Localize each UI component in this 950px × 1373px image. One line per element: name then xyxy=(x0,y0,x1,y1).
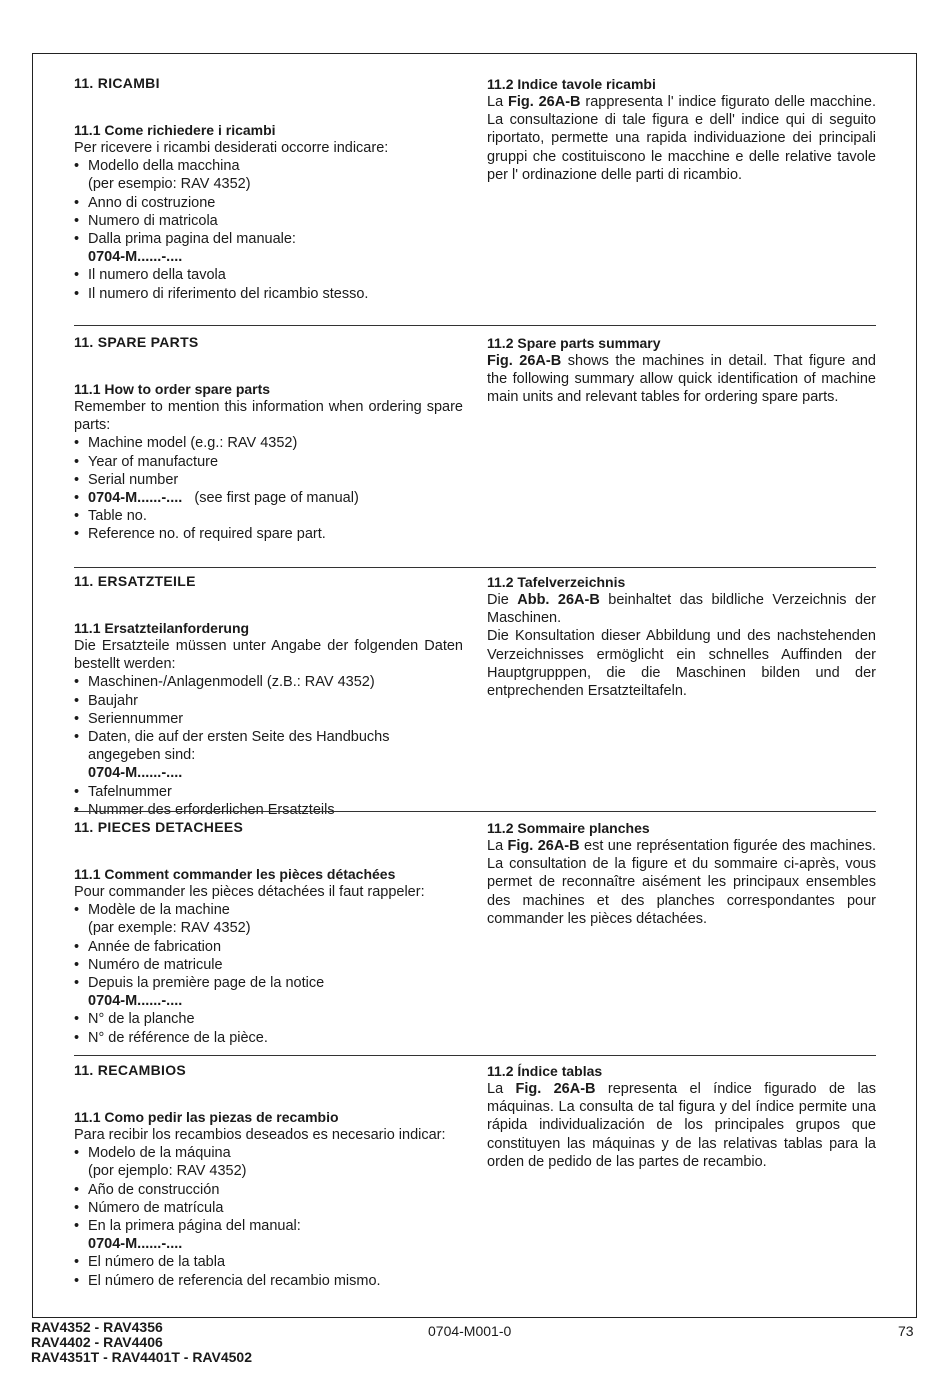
list-item-text: Table no. xyxy=(88,508,147,525)
list-item xyxy=(74,728,463,764)
list-item-text: Anno di costruzione xyxy=(88,194,216,211)
footer-models-line3: RAV4351T - RAV4401T - RAV4502 xyxy=(31,1349,252,1365)
list-item xyxy=(74,673,463,691)
footer-models-line2: RAV4402 - RAV4406 xyxy=(31,1334,163,1350)
list-item xyxy=(74,764,463,782)
section-title: 11. ERSATZTEILE xyxy=(74,573,196,589)
summary-text xyxy=(487,93,876,184)
intro-text: Pour commander les pièces détachées il faut rappeler: xyxy=(74,884,425,900)
intro-text: Para recibir los recambios deseados es necesario indicar: xyxy=(74,1127,446,1143)
section-title: 11. PIECES DETACHEES xyxy=(74,819,244,835)
list-item xyxy=(74,230,463,248)
section-title: 11. RICAMBI xyxy=(74,75,160,91)
list-item-text: N° de la planche xyxy=(88,1011,195,1028)
list-item xyxy=(74,1235,463,1253)
intro-text: Remember to mention this information when ordering spare parts: xyxy=(74,399,463,434)
summary-title: 11.2 Índice tablas xyxy=(487,1063,603,1079)
list-item-suffix: (see first page of manual) xyxy=(182,490,359,507)
section-divider xyxy=(74,811,876,812)
section-title: 11. SPARE PARTS xyxy=(74,334,199,350)
figure-reference: Fig. 26A-B xyxy=(487,353,562,369)
list-item-text: En la primera página del manual: xyxy=(88,1218,301,1235)
summary-text xyxy=(487,591,876,627)
list-item-text: 0704-M......-.... xyxy=(88,1236,183,1253)
list-item-text: 0704-M......-.... xyxy=(88,490,183,507)
list-item-text: 0704-M......-.... xyxy=(88,993,183,1010)
summary-title: 11.2 Spare parts summary xyxy=(487,335,661,351)
list-item xyxy=(74,525,463,543)
list-item-text: El número de referencia del recambio mismo. xyxy=(88,1272,381,1289)
summary-text-lead: Die xyxy=(487,592,518,608)
intro-text: Die Ersatzteile müssen unter Angabe der folgenden Daten bestellt werden: xyxy=(74,638,463,673)
right-column xyxy=(487,573,876,700)
subsection-title: 11.1 Ersatzteilanforderung xyxy=(74,620,250,636)
figure-reference: Fig. 26A-B xyxy=(507,838,580,854)
summary-title: 11.2 Indice tavole ricambi xyxy=(487,76,656,92)
list-item xyxy=(74,1029,463,1047)
list-item xyxy=(74,1162,463,1180)
list-item-text: Modelo de la máquina xyxy=(88,1145,231,1162)
list-item xyxy=(74,175,463,193)
summary-text-extra: Die Konsultation dieser Abbildung und des nachstehenden Verzeichnisses ermöglicht ein schnelles Auffinden der Hauptgrupppen, die die Maschinen bilden und der entprechenden Ersatzteiltafeln. xyxy=(487,628,876,700)
info-list xyxy=(74,901,463,1047)
list-item-text: Modello della macchina xyxy=(88,158,240,175)
footer-page-number: 73 xyxy=(898,1323,914,1339)
list-item-text: Número de matrícula xyxy=(88,1199,224,1216)
list-item-text: Maschinen-/Anlagenmodell (z.B.: RAV 4352) xyxy=(88,674,375,691)
list-item-text: El número de la tabla xyxy=(88,1254,226,1271)
list-item xyxy=(74,938,463,956)
intro-text: Per ricevere i ricambi desiderati occorre indicare: xyxy=(74,140,389,156)
list-item-text: (por ejemplo: RAV 4352) xyxy=(88,1163,247,1180)
list-item xyxy=(74,901,463,919)
section-divider xyxy=(74,567,876,568)
list-item xyxy=(74,489,463,507)
figure-reference: Abb. 26A-B xyxy=(517,592,600,608)
right-column xyxy=(487,1062,876,1171)
list-item-text: (par exemple: RAV 4352) xyxy=(88,920,251,937)
list-item-text: Daten, die auf der ersten Seite des Handbuchs angegeben sind: xyxy=(88,729,390,764)
list-item-text: Reference no. of required spare part. xyxy=(88,526,326,543)
list-item xyxy=(74,212,463,230)
list-item xyxy=(74,1272,463,1290)
summary-text-body: est une représentation figurée des machines. La consultation de la figure et du sommaire ci-après, vous permet de reconnaître aisément les principaux ensembles des machines et des planches correspondantes pour commander les pièces détachées. xyxy=(487,838,876,927)
list-item-text: Baujahr xyxy=(88,692,138,709)
list-item xyxy=(74,248,463,266)
info-list xyxy=(74,157,463,303)
list-item xyxy=(74,1144,463,1162)
list-item-text: Año de construcción xyxy=(88,1181,220,1198)
list-item-text: 0704-M......-.... xyxy=(88,249,183,266)
subsection-title: 11.1 Come richiedere i ricambi xyxy=(74,122,276,138)
list-item-text: 0704-M......-.... xyxy=(88,765,183,782)
list-item xyxy=(74,434,463,452)
summary-text xyxy=(487,837,876,928)
left-column xyxy=(74,333,463,544)
subsection-title: 11.1 How to order spare parts xyxy=(74,381,271,397)
left-column xyxy=(74,572,463,819)
list-item-text: N° de référence de la pièce. xyxy=(88,1029,268,1046)
list-item-text: Il numero di riferimento del ricambio stesso. xyxy=(88,285,369,302)
footer-doc-code: 0704-M001-0 xyxy=(428,1323,512,1339)
summary-title: 11.2 Tafelverzeichnis xyxy=(487,574,626,590)
list-item xyxy=(74,783,463,801)
list-item xyxy=(74,1217,463,1235)
list-item xyxy=(74,692,463,710)
list-item-text: Year of manufacture xyxy=(88,453,219,470)
list-item-text: Dalla prima pagina del manuale: xyxy=(88,231,296,248)
section-divider xyxy=(74,1055,876,1056)
list-item xyxy=(74,710,463,728)
list-item-text: Année de fabrication xyxy=(88,938,222,955)
section-title: 11. RECAMBIOS xyxy=(74,1062,187,1078)
list-item xyxy=(74,1253,463,1271)
list-item xyxy=(74,974,463,992)
summary-text-lead: La xyxy=(487,1081,516,1097)
list-item-text: Depuis la première page de la notice xyxy=(88,975,325,992)
info-list xyxy=(74,673,463,819)
list-item-text: Serial number xyxy=(88,471,179,488)
footer-models xyxy=(31,1320,252,1365)
list-item xyxy=(74,194,463,212)
list-item xyxy=(74,507,463,525)
list-item xyxy=(74,956,463,974)
list-item xyxy=(74,1199,463,1217)
summary-text xyxy=(487,352,876,407)
info-list xyxy=(74,434,463,543)
list-item-text: Il numero della tavola xyxy=(88,267,226,284)
list-item-text: Machine model (e.g.: RAV 4352) xyxy=(88,435,298,452)
list-item-text: Nummer des erforderlichen Ersatzteils xyxy=(88,801,335,818)
right-column xyxy=(487,75,876,184)
list-item-text: Modèle de la machine xyxy=(88,902,230,919)
list-item xyxy=(74,1010,463,1028)
list-item-text: (per esempio: RAV 4352) xyxy=(88,176,251,193)
summary-text-body: shows the machines in detail. That figure and the following summary allow quick identification of machine main units and relevant tables for ordering spare parts. xyxy=(487,353,876,406)
figure-reference: Fig. 26A-B xyxy=(507,94,581,110)
list-item xyxy=(74,471,463,489)
list-item-text: Seriennummer xyxy=(88,710,184,727)
figure-reference: Fig. 26A-B xyxy=(515,1081,596,1097)
summary-text-body: representa el índice figurado de las máquinas. La consulta de tal figura y del índice permite una rápida individualización de los principales grupos que constituyen las máquinas y de las relativas tablas para la orden de pedido de las partes de recambio. xyxy=(487,1081,876,1170)
summary-text-body: beinhaltet das bildliche Verzeichnis der Maschinen. xyxy=(487,592,876,627)
left-column xyxy=(74,74,463,303)
left-column xyxy=(74,1061,463,1290)
summary-text-lead: La xyxy=(487,94,508,110)
summary-text-lead: La xyxy=(487,838,508,854)
list-item xyxy=(74,992,463,1010)
left-column xyxy=(74,818,463,1047)
footer-models-line1: RAV4352 - RAV4356 xyxy=(31,1319,163,1335)
summary-text-body: rappresenta l' indice figurato delle macchine. La consultazione di tale figura e dell' indice qui di seguito riportato, permette una rapida individuazione dei principali gruppi che costituiscono le macchine e delle relative tavole per l' ordinazione delle parti di ricambio. xyxy=(487,94,876,183)
list-item xyxy=(74,1181,463,1199)
list-item xyxy=(74,285,463,303)
section-divider xyxy=(74,325,876,326)
list-item xyxy=(74,266,463,284)
summary-title: 11.2 Sommaire planches xyxy=(487,820,650,836)
list-item xyxy=(74,157,463,175)
list-item-text: Tafelnummer xyxy=(88,783,172,800)
summary-text xyxy=(487,1080,876,1171)
right-column xyxy=(487,334,876,407)
info-list xyxy=(74,1144,463,1290)
list-item-text: Numero di matricola xyxy=(88,212,218,229)
list-item xyxy=(74,453,463,471)
list-item xyxy=(74,919,463,937)
right-column xyxy=(487,819,876,928)
subsection-title: 11.1 Comment commander les pièces détachées xyxy=(74,866,396,882)
subsection-title: 11.1 Como pedir las piezas de recambio xyxy=(74,1109,339,1125)
list-item xyxy=(74,801,463,819)
list-item-text: Numéro de matricule xyxy=(88,956,223,973)
